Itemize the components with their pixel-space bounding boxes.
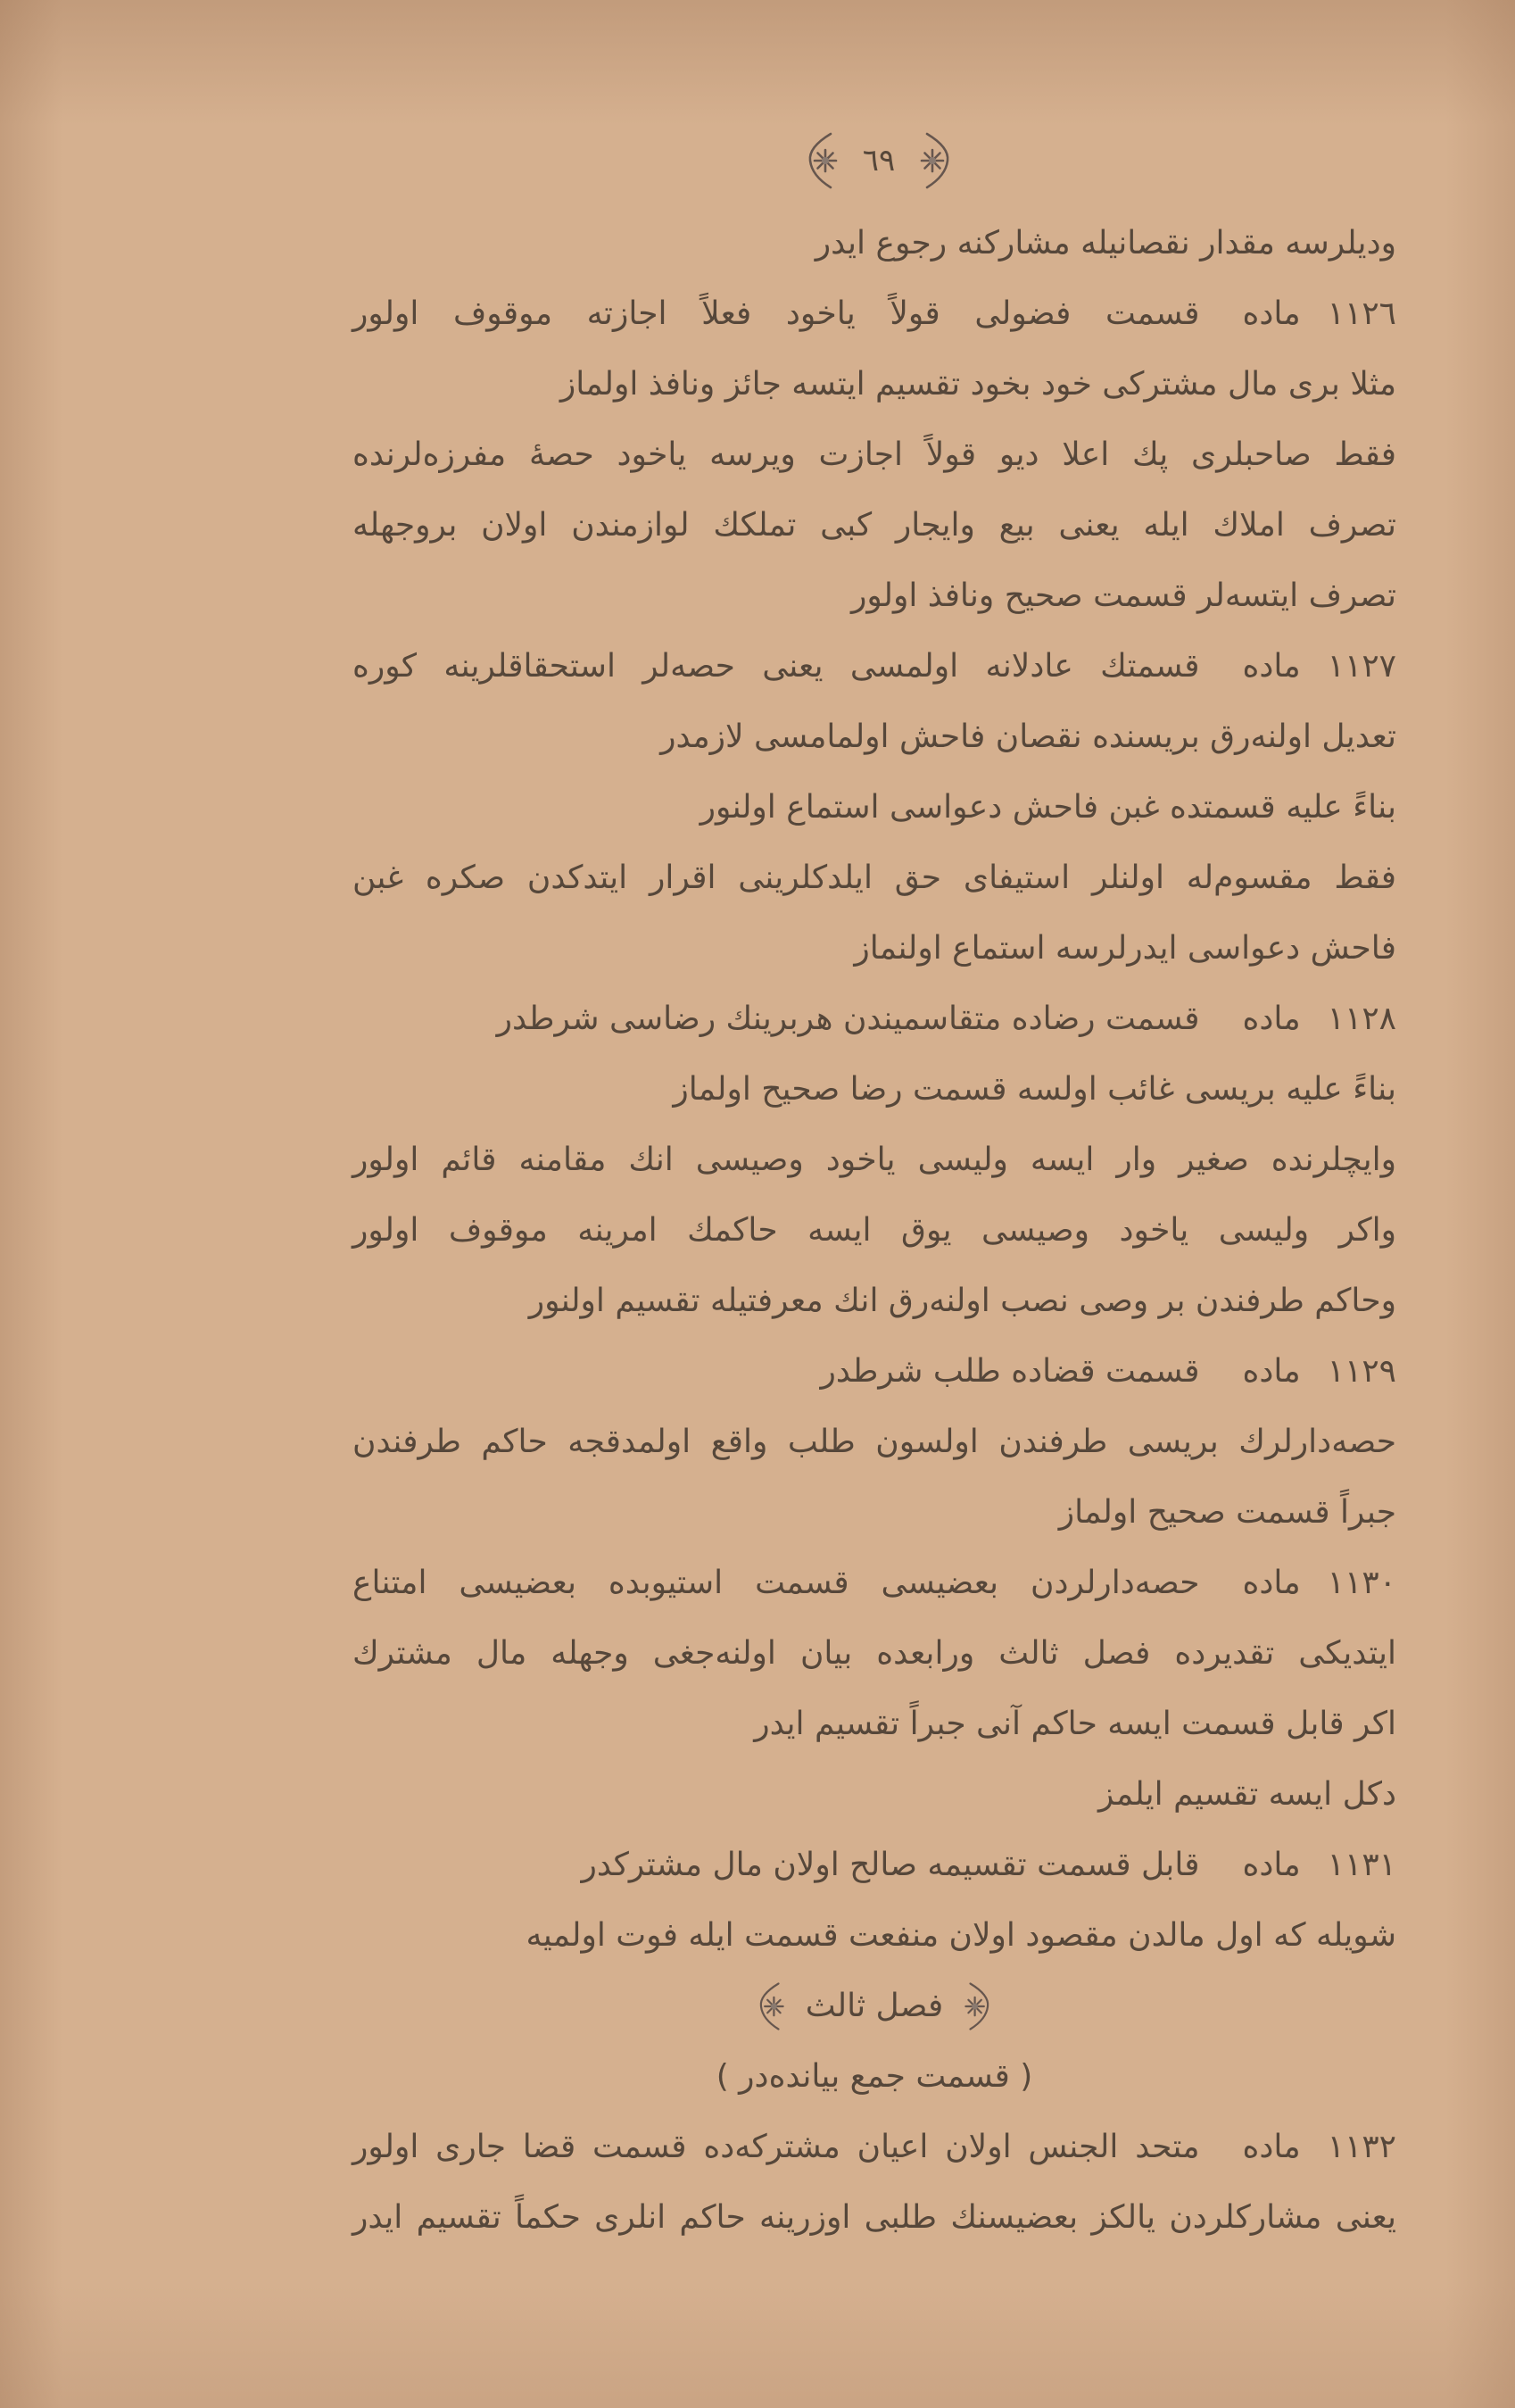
text-line: وحاکم طرفندن بر وصی نصب اولنه‌رق انك معرفتیله تقسیم اولنور	[528, 1283, 1396, 1319]
text-line: بناءً علیه بریسی غائب اولسه قسمت رضا صحیح اولماز	[673, 1071, 1396, 1108]
article-number: ١١٢٦	[1327, 295, 1396, 332]
text-line: تصرف ایتسه‌لر قسمت صحیح ونافذ اولور	[851, 577, 1396, 614]
article-label: ماده	[1242, 2129, 1301, 2165]
text-line: مثلا بری مال مشترکی خود بخود تقسیم ایتسه جائز ونافذ اولماز	[559, 366, 1396, 403]
ornament-left-icon	[804, 131, 840, 190]
text-line: شویله که اول مالدن مقصود اولان منفعت قسمت ایله فوت اولمیه	[526, 1917, 1396, 1954]
article-1131	[352, 1830, 1396, 1900]
article-text: قسمت فضولی قولاً یاخود فعلاً اجازته موقوف اولور	[352, 295, 1200, 332]
page-number-header	[790, 129, 968, 192]
article-number: ١١٢٩	[1327, 1353, 1396, 1390]
article-text: قسمت قضاده طلب شرطدر	[820, 1353, 1200, 1390]
article-number: ١١٣٠	[1327, 1565, 1396, 1601]
article-text: قسمت رضاده متقاسمیندن هربرینك رضاسی شرطدر	[496, 1001, 1200, 1037]
article-1126	[352, 278, 1396, 349]
ornament-right-icon	[963, 1980, 993, 2032]
article-label: ماده	[1242, 1847, 1301, 1883]
ornament-right-icon	[918, 131, 954, 190]
text-line: یعنی مشارکلردن یالکز بعضیسنك طلبی اوزرینه حاکم انلری حکماً تقسیم ایدر	[352, 2199, 1396, 2236]
text-line: حصه‌دارلرك بریسی طرفندن اولسون طلب واقع اولمدقجه حاکم طرفندن	[352, 1424, 1396, 1460]
text-line: اکر قابل قسمت ایسه حاکم آنی جبراً تقسیم ایدر	[754, 1706, 1396, 1742]
text-line: فاحش دعواسی ایدرلرسه استماع اولنماز	[854, 930, 1396, 967]
article-number: ١١٣١	[1327, 1847, 1396, 1883]
body-text	[352, 208, 1396, 2253]
article-1130	[352, 1548, 1396, 1618]
article-label: ماده	[1242, 1001, 1301, 1037]
article-number: ١١٢٨	[1327, 1001, 1396, 1037]
text-line: وایچلرنده صغیر وار ایسه ولیسی یاخود وصیسی انك مقامنه قائم اولور	[352, 1142, 1396, 1178]
article-label: ماده	[1242, 1353, 1301, 1390]
article-number: ١١٣٢	[1327, 2129, 1396, 2165]
article-1132	[352, 2112, 1396, 2182]
section-subtitle: ( قسمت جمع بیانده‌در )	[716, 2058, 1033, 2095]
text-line: فقط مقسوم‌له اولنلر استیفای حق ایلدکلرینی اقرار ایتدکدن صکره غبن	[352, 859, 1396, 896]
page-number: ٦٩	[862, 143, 896, 179]
text-line: جبراً قسمت صحیح اولماز	[1058, 1494, 1396, 1531]
text-line: ودیلرسه مقدار نقصانیله مشارکنه رجوع ایدر	[815, 225, 1396, 262]
article-text: حصه‌دارلردن بعضیسی قسمت استیوبده بعضیسی امتناع	[352, 1565, 1200, 1601]
article-number: ١١٢٧	[1327, 648, 1396, 685]
text-line: ایتدیکی تقدیرده فصل ثالث ورابعده بیان اولنه‌جغی وجهله مال مشترك	[352, 1635, 1396, 1672]
article-1128	[352, 984, 1396, 1054]
article-1129	[352, 1336, 1396, 1407]
article-text: قابل قسمت تقسیمه صالح اولان مال مشترکدر	[581, 1847, 1200, 1883]
article-text: قسمتك عادلانه اولمسی یعنی حصه‌لر استحقاقلرینه کوره	[352, 648, 1200, 685]
section-title: فصل ثالث	[805, 1988, 944, 2024]
article-label: ماده	[1242, 1565, 1301, 1601]
article-text: متحد الجنس اولان اعیان مشترکه‌ده قسمت قضا جاری اولور	[352, 2129, 1200, 2165]
text-line: واکر ولیسی یاخود وصیسی یوق ایسه حاکمك امرینه موقوف اولور	[352, 1212, 1396, 1249]
text-line: تعدیل اولنه‌رق بریسنده نقصان فاحش اولمامسی لازمدر	[660, 718, 1396, 755]
text-line: دکل ایسه تقسیم ایلمز	[1098, 1776, 1396, 1813]
section-heading	[352, 1971, 1396, 2041]
text-line: تصرف املاك ایله یعنی بیع وایجار کبی تملکك لوازمندن اولان بروجهله	[352, 507, 1396, 544]
text-line: بناءً علیه قسمتده غبن فاحش دعواسی استماع اولنور	[700, 789, 1396, 826]
ornament-left-icon	[756, 1980, 786, 2032]
text-line: فقط صاحبلری پك اعلا دیو قولاً اجازت ویرسه یاخود حصهٔ مفرزه‌لرنده	[352, 436, 1396, 473]
article-label: ماده	[1242, 648, 1301, 685]
article-label: ماده	[1242, 295, 1301, 332]
article-1127	[352, 631, 1396, 702]
